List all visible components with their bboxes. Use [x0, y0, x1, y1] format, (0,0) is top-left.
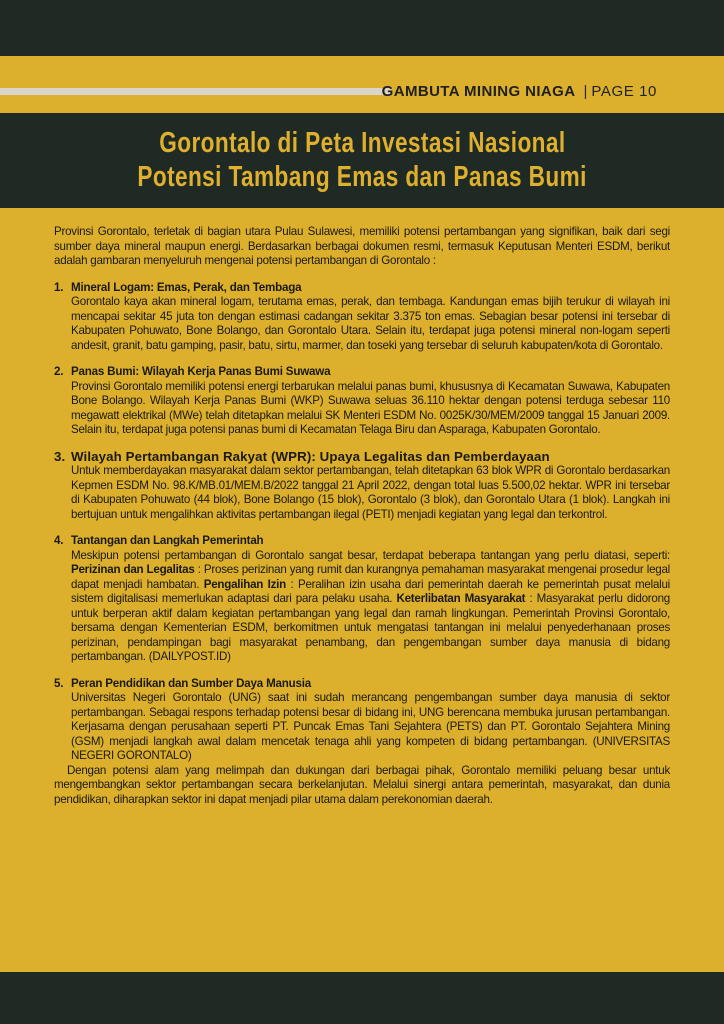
section-2-paragraph: Provinsi Gorontalo memiliki potensi energi terbarukan melalui panas bumi, khususnya di Kecamatan Suwawa, Kabupaten Bone Bolango. Wilayah Kerja Panas Bumi (WKP) Suwawa seluas 36.110 hektar dengan potensi terduga sebesar 110 megawatt elektrikal (MWe) telah ditetapkan melalui SK Menteri ESDM No. 0025K/30/MEM/2009 tanggal 15 Januari 2009. Selain itu, terdapat juga potensi panas bumi di Kecamatan Telaga Biru dan Asparaga, Kabupaten Gorontalo. — [71, 379, 670, 436]
section-5-number: 5. — [54, 676, 64, 690]
page-title-line-1: Gorontalo di Peta Investasi Nasional — [158, 127, 566, 160]
page-header — [0, 56, 724, 113]
intro-paragraph: Provinsi Gorontalo, terletak di bagian utara Pulau Sulawesi, memiliki potensi pertambangan yang signifikan, baik dari segi sumber daya mineral maupun energi. Berdasarkan berbagai dokumen resmi, termasuk Keputusan Menteri ESDM, berikut adalah gambaran menyeluruh mengenai potensi pertambangan di Gorontalo : — [54, 225, 670, 267]
section-3-paragraph: Untuk memberdayakan masyarakat dalam sektor pertambangan, telah ditetapkan 63 blok WPR di Gorontalo berdasarkan Kepmen ESDM No. 98.K/MB.01/MEM.B/2022 tanggal 21 April 2022, dengan total luas 5.500,02 hektar. WPR ini tersebar di Kabupaten Pohuwato (44 blok), Bone Bolango (15 blok), Gorontalo (3 blok), dan Gorontalo Utara (1 blok). Langkah ini bertujuan untuk mengalihkan aktivitas pertambangan ilegal (PETI) menjadi kegiatan yang legal dan terkontrol. — [71, 464, 670, 521]
section-4-paragraph: Meskipun potensi pertambangan di Gorontalo sangat besar, terdapat beberapa tantangan yang perlu diatasi, seperti: Perizinan dan Legalitas : Proses perizinan yang rumit dan kurangnya pemahaman masyarakat mengenai prosedur legal dapat menjadi hambatan. Pengalihan Izin : Peralihan izin usaha dari pemerintah daerah ke pemerintah pusat melalui sistem digitalisasi memerlukan adaptasi dari para pelaku usaha. Keterlibatan Masyarakat : Masyarakat perlu didorong untuk berperan aktif dalam kegiatan pertambangan yang legal dan ramah lingkungan. Pemerintah Provinsi Gorontalo, bersama dengan Kementerian ESDM, berkomitmen untuk mengatasi tantangan ini melalui penyederhanaan proses perizinan, pendampingan bagi masyarakat penambang, dan pengembangan sumber daya manusia di bidang pertambangan. (DAILYPOST.ID) — [71, 548, 671, 663]
section-4-number: 4. — [54, 534, 64, 547]
section-4-heading — [54, 534, 670, 549]
section-5-heading-text: Peran Pendidikan dan Sumber Daya Manusia — [71, 676, 312, 690]
section-3-number: 3. — [54, 448, 66, 464]
section-2-heading — [54, 365, 670, 380]
title-banner — [0, 113, 724, 208]
bottom-dark-band — [0, 972, 724, 1024]
section-5-pendidikan — [54, 677, 670, 764]
section-3-wpr — [54, 450, 670, 523]
section-3-heading — [54, 448, 670, 465]
closing-paragraph: Dengan potensi alam yang melimpah dan dukungan dari berbagai pihak, Gorontalo memiliki peluang besar untuk mengembangkan sektor pertambangan secara berkelanjutan. Melalui sinergi antara pemerintah, masyarakat, dan dunia pendidikan, diharapkan sektor ini dapat menjadi pilar utama dalam perekonomian daerah. — [54, 763, 670, 806]
section-1-paragraph: Gorontalo kaya akan mineral logam, terutama emas, perak, dan tembaga. Kandungan emas bijih terukur di wilayah ini mencapai sekitar 45 juta ton dengan estimasi cadangan sekitar 3.375 ton emas. Sebagian besar potensi ini tersebar di Kabupaten Pohuwato, Bone Bolango, dan Gorontalo Utara. Selain itu, terdapat juga potensi mineral non-logam seperti andesit, granit, batu gamping, pasir, batu, sirtu, marmer, dan toseki yang tersebar di seluruh kabupaten/kota di Gorontalo. — [71, 295, 670, 352]
header-separator: | — [583, 83, 588, 100]
section-4-heading-text: Tantangan dan Langkah Pemerintah — [71, 534, 264, 547]
section-3-heading-text: Wilayah Pertambangan Rakyat (WPR): Upaya Legalitas dan Pemberdayaan — [71, 448, 550, 464]
section-2-number: 2. — [54, 365, 64, 378]
page-number: PAGE 10 — [591, 83, 657, 100]
section-2-panas-bumi — [54, 365, 670, 438]
article-body — [54, 208, 670, 807]
brand-name: GAMBUTA MINING NIAGA — [381, 83, 576, 100]
section-1-heading-text: Mineral Logam: Emas, Perak, dan Tembaga — [71, 280, 302, 294]
top-dark-band — [0, 0, 724, 56]
section-5-heading — [54, 676, 670, 692]
section-2-heading-text: Panas Bumi: Wilayah Kerja Panas Bumi Suwawa — [71, 365, 331, 378]
section-1-mineral-logam — [54, 281, 670, 354]
header-rule — [0, 88, 392, 95]
header-meta — [382, 84, 657, 99]
section-1-number: 1. — [54, 280, 64, 294]
section-5-paragraph: Universitas Negeri Gorontalo (UNG) saat ini sudah merancang pengembangan sumber daya manusia di sektor pertambangan. Sebagai respons terhadap potensi besar di bidang ini, UNG berencana membuka jurusan pertambangan. Kerjasama dengan perusahaan seperti PT. Puncak Emas Tani Sejahtera (PETS) dan PT. Gorontalo Sejahtera Mining (GSM) menjadi langkah awal dalam mencetak tenaga ahli yang kompeten di bidang pertambangan. (UNIVERSITAS NEGERI GORONTALO) — [71, 691, 670, 762]
section-1-heading — [54, 280, 670, 296]
page-title-line-2: Potensi Tambang Emas dan Panas Bumi — [137, 160, 587, 193]
section-4-tantangan — [54, 534, 670, 665]
